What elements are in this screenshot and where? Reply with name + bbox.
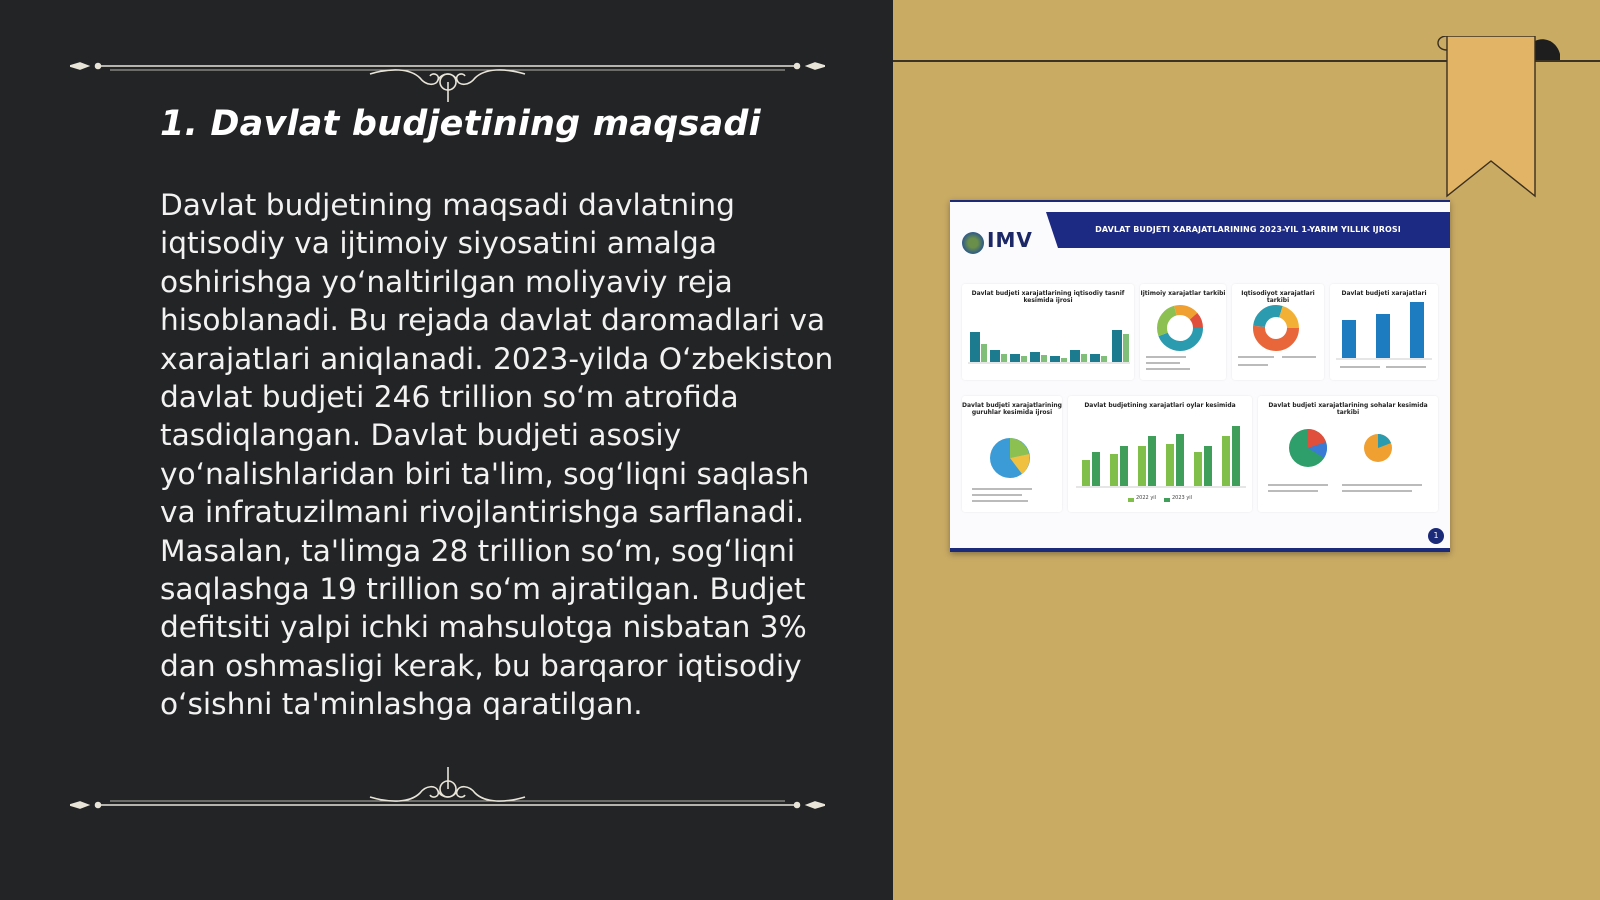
panel-title: Ijtimoiy xarajatlar tarkibi bbox=[1140, 290, 1226, 297]
panel-social-expenses bbox=[1140, 284, 1226, 380]
panel-economy-expenses bbox=[1232, 284, 1324, 380]
slide-body-text: Davlat budjetining maqsadi davlatning iqtisodiy va ijtimoiy siyosatini amalga oshirishga yo‘naltirilgan moliyaviy reja hisoblanadi. Bu rejada davlat daromadlari va xarajatlari aniqlanadi. 2023-yilda O‘zbekiston davlat budjeti 246 trillion so‘m atrofida tasdiqlangan. Davlat budjeti asosiy yo‘nalishlaridan biri ta'lim, sog‘liqni saqlash va infratuzilmani rivojlantirishga sarflanadi. Masalan, ta'limga 28 trillion so‘m, sog‘liqni saqlashga 19 trillion so‘m ajratilgan. Budjet defitsiti yalpi ichki mahsulotga nisbatan 3% dan oshmasligi kerak, bu barqaror iqtisodiy o‘sishni ta'minlashga qaratilgan. bbox=[160, 188, 834, 722]
panel-groups-execution bbox=[962, 396, 1062, 512]
banner-title: DAVLAT BUDJETI XARAJATLARINING 2023-YIL 1-YARIM YILLIK IJROSI bbox=[1095, 225, 1401, 234]
legend-label-2023: 2023 yil bbox=[1172, 495, 1193, 501]
top-ornament-icon bbox=[70, 42, 825, 102]
emblem-icon bbox=[962, 232, 984, 254]
budget-infographic-image bbox=[950, 200, 1450, 552]
logo-text: IMV bbox=[987, 228, 1033, 252]
panel-title: Davlat budjetining xarajatlari oylar kesimida bbox=[1084, 402, 1236, 409]
bar-chart-graphic bbox=[1330, 284, 1438, 380]
legend-label-2022: 2022 yil bbox=[1136, 495, 1157, 501]
image-top-bar bbox=[950, 200, 1450, 202]
panel-sectors-structure bbox=[1258, 396, 1438, 512]
panel-monthly-expenses bbox=[1068, 396, 1252, 512]
image-bottom-bar bbox=[950, 548, 1450, 552]
donut-chart-graphic bbox=[1140, 284, 1226, 380]
bookmark-icon bbox=[1435, 36, 1560, 198]
panel-economic-classification bbox=[962, 284, 1134, 380]
page-number-badge: 1 bbox=[1428, 528, 1444, 544]
panel-title: Davlat budjeti xarajatlari bbox=[1341, 290, 1427, 297]
bar-chart-graphic bbox=[1068, 396, 1252, 512]
panel-budget-expenses bbox=[1330, 284, 1438, 380]
panel-title: Davlat budjeti xarajatlarining iqtisodiy tasnif kesimida ijrosi bbox=[971, 290, 1125, 304]
panel-title: Davlat budjeti xarajatlarining guruhlar kesimida ijrosi bbox=[962, 402, 1062, 416]
panel-title: Davlat budjeti xarajatlarining sohalar kesimida tarkibi bbox=[1268, 402, 1428, 416]
panel-title: Iqtisodiyot xarajatlari tarkibi bbox=[1241, 290, 1315, 304]
bottom-ornament-icon bbox=[70, 765, 825, 825]
slide-title: 1. Davlat budjetining maqsadi bbox=[160, 104, 761, 144]
